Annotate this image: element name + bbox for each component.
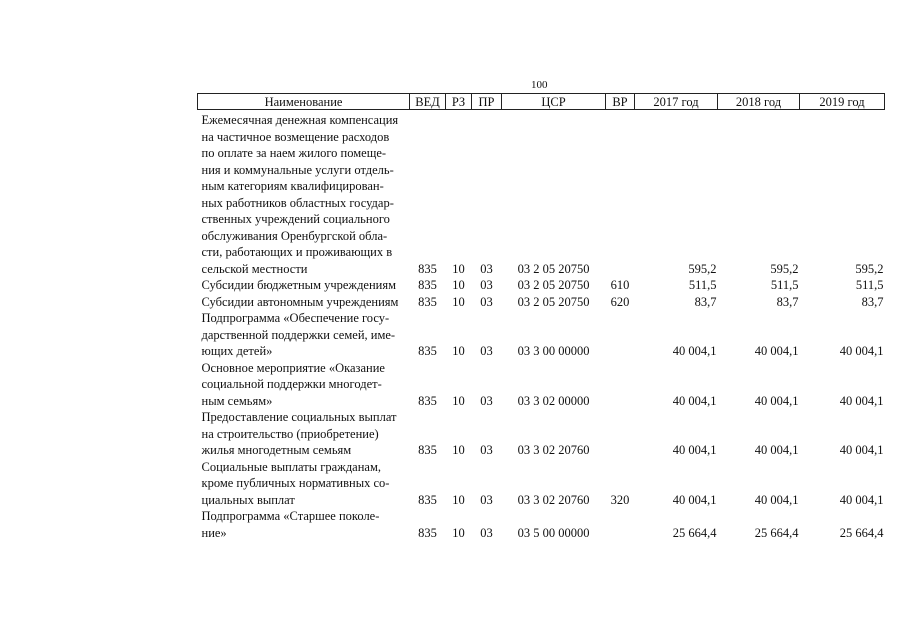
cell-name-line: ным семьям» [201,393,273,408]
page-number: 100 [531,79,548,91]
cell-2017: 40 004,1 [672,443,717,457]
cell-name-line: Основное мероприятие «Оказание [201,360,385,375]
cell-name [198,409,410,459]
cell-ved: 835 [418,278,437,292]
cell-2019: 83,7 [861,294,884,309]
cell-name-line: ющих детей» [201,344,273,358]
col-header-ved: ВЕД [410,94,446,110]
cell-name-line: по оплате за наем жилого помеще- [201,146,387,160]
col-header-2019: 2019 год [800,94,885,110]
col-header-2017: 2017 год [635,94,718,110]
cell-2019: 40 004,1 [839,344,884,358]
cell-pr: 03 [480,294,493,309]
col-header-name: Наименование [198,94,410,110]
cell-name-line: на частичное возмещение расходов [201,129,390,144]
table-body [198,110,885,542]
cell-name-line: жилья многодетным семьям [201,443,352,457]
cell-csr: 03 2 05 20750 [517,278,590,292]
cell-name [198,294,410,311]
cell-rz: 10 [452,294,465,309]
cell-2018: 511,5 [770,278,799,292]
cell-rz: 10 [452,278,465,292]
cell-vr [606,360,635,410]
cell-name-line: ственных учреждений социального [201,212,390,226]
table-row [198,409,885,459]
cell-2017: 40 004,1 [672,344,717,358]
cell-name-line: социальной поддержки многодет- [201,377,382,391]
cell-name-line: Субсидии автономным учреждениям [201,294,399,309]
cell-ved: 835 [418,492,437,507]
cell-rz: 10 [452,525,465,540]
cell-2018: 40 004,1 [754,443,799,457]
table-header-row [198,94,885,110]
cell-name [198,459,410,509]
table-row [198,310,885,360]
table-row [198,459,885,509]
cell-2017: 595,2 [688,261,717,276]
cell-name-line: на строительство (приобретение) [201,426,379,441]
cell-2018: 595,2 [770,261,799,276]
cell-pr: 03 [480,525,493,540]
cell-name [198,508,410,541]
cell-name-line: циальных выплат [201,492,295,507]
cell-2018: 25 664,4 [754,525,799,540]
cell-name-line: кроме публичных нормативных со- [201,476,390,490]
cell-ved: 835 [418,443,437,457]
cell-name-line: ния и коммунальные услуги отдель- [201,162,394,177]
cell-ved: 835 [418,344,437,358]
cell-vr [606,409,635,459]
cell-2017: 511,5 [688,278,717,292]
table-row [198,110,885,278]
col-header-csr: ЦСР [502,94,606,110]
cell-2019: 40 004,1 [839,492,884,507]
cell-csr: 03 5 00 00000 [517,525,590,540]
cell-2018: 40 004,1 [754,393,799,408]
cell-2018: 40 004,1 [754,492,799,507]
cell-rz: 10 [452,393,465,408]
cell-name [198,360,410,410]
cell-2017: 25 664,4 [672,525,717,540]
cell-vr [606,110,635,278]
cell-rz: 10 [452,261,465,276]
cell-name [198,110,410,278]
cell-ved: 835 [418,393,437,408]
cell-2018: 40 004,1 [754,344,799,358]
cell-ved: 835 [418,294,437,309]
col-header-rz: РЗ [446,94,472,110]
table-row [198,294,885,311]
cell-vr: 320 [610,492,630,507]
cell-2019: 511,5 [855,278,884,292]
cell-name-line: дарственной поддержки семей, име- [201,327,396,342]
cell-name-line: Подпрограмма «Обеспечение госу- [201,311,390,325]
cell-csr: 03 3 00 00000 [517,344,590,358]
cell-vr [606,508,635,541]
cell-name-line: Субсидии бюджетным учреждениям [201,278,397,292]
cell-2019: 40 004,1 [839,443,884,457]
budget-table [197,93,885,541]
cell-name-line: Ежемесячная денежная компенсация [201,113,399,127]
cell-csr: 03 3 02 20760 [517,443,590,457]
cell-2017: 83,7 [694,294,717,309]
cell-name-line: обслуживания Оренбургской обла- [201,228,388,243]
cell-pr: 03 [480,278,493,292]
cell-pr: 03 [480,492,493,507]
cell-vr: 610 [610,278,630,292]
cell-2017: 40 004,1 [672,393,717,408]
cell-csr: 03 2 05 20750 [517,294,590,309]
cell-name-line: Социальные выплаты гражданам, [201,459,382,474]
table-row [198,360,885,410]
cell-pr: 03 [480,261,493,276]
cell-pr: 03 [480,443,493,457]
cell-2019: 25 664,4 [839,525,884,540]
cell-2019: 40 004,1 [839,393,884,408]
cell-name-line: ние» [201,525,227,540]
cell-name-line: ным категориям квалифицирован- [201,179,384,193]
cell-vr [606,310,635,360]
cell-name-line: сельской местности [201,261,308,276]
cell-name [198,277,410,294]
col-header-2018: 2018 год [718,94,800,110]
cell-name [198,310,410,360]
cell-pr: 03 [480,344,493,358]
cell-pr: 03 [480,393,493,408]
table-row [198,277,885,294]
cell-name-line: ных работников областных государ- [201,195,394,210]
col-header-vr: ВР [606,94,635,110]
cell-name-line: Предоставление социальных выплат [201,410,397,424]
cell-csr: 03 2 05 20750 [517,261,590,276]
cell-2017: 40 004,1 [672,492,717,507]
cell-2018: 83,7 [776,294,799,309]
cell-2019: 595,2 [855,261,884,276]
cell-csr: 03 3 02 20760 [517,492,590,507]
cell-vr: 620 [610,294,630,309]
cell-ved: 835 [418,261,437,276]
cell-ved: 835 [418,525,437,540]
col-header-pr: ПР [472,94,502,110]
table-row [198,508,885,541]
cell-rz: 10 [452,492,465,507]
cell-rz: 10 [452,344,465,358]
cell-rz: 10 [452,443,465,457]
cell-csr: 03 3 02 00000 [517,393,590,408]
cell-name-line: Подпрограмма «Старшее поколе- [201,509,380,523]
cell-name-line: сти, работающих и проживающих в [201,245,393,259]
